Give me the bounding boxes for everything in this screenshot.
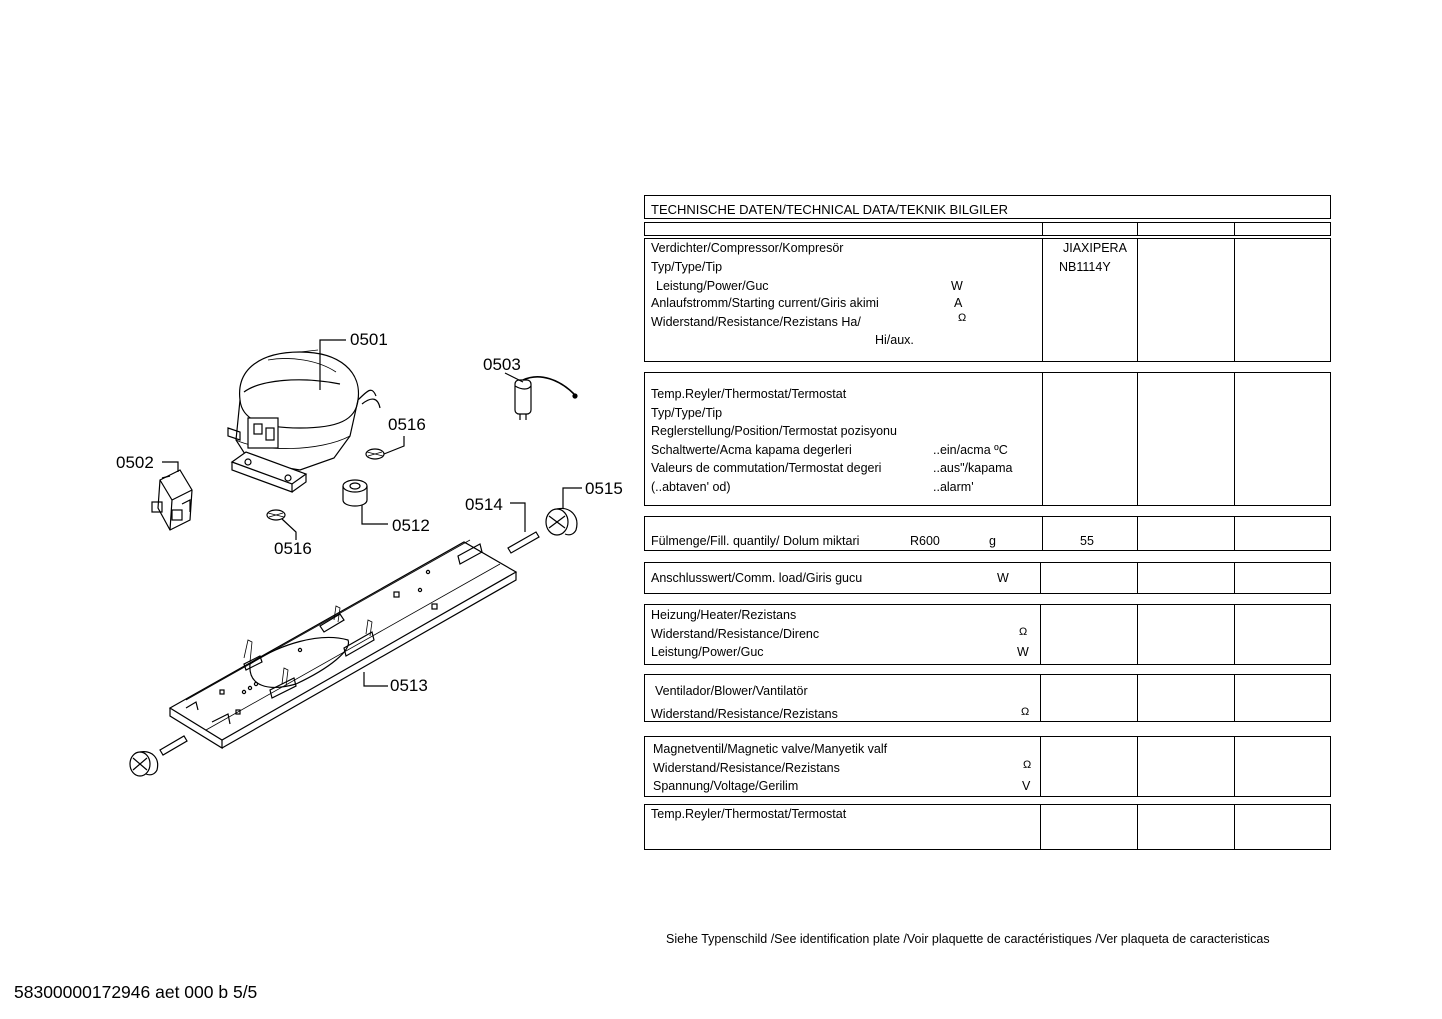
valve-voltage-label: Spannung/Voltage/Gerilim (653, 779, 799, 793)
thermostat2-section (644, 804, 1331, 850)
grommet-bottom-drawing (267, 510, 285, 520)
grommet-top-drawing (366, 449, 384, 459)
comm-load-unit: W (997, 571, 1009, 585)
part-label-0502: 0502 (116, 453, 154, 472)
leader-0516-top (384, 436, 404, 454)
part-label-0501: 0501 (350, 330, 388, 349)
thermostat-switch-label: Schaltwerte/Acma kapama degerleri (651, 443, 852, 457)
heater-label: Heizung/Heater/Rezistans (651, 608, 797, 622)
magnetic-valve-section (644, 736, 1331, 797)
thermostat-on-unit: ..ein/acma ºC (933, 443, 1008, 457)
leader-0503 (505, 373, 523, 382)
compressor-resistance-unit: Ω (958, 312, 967, 324)
valve-resistance-unit: Ω (1023, 759, 1032, 771)
leader-0514 (510, 503, 525, 532)
exploded-parts-drawing (0, 0, 640, 800)
part-label-0513: 0513 (390, 676, 428, 695)
thermostat-alarm-unit: ..alarm' (933, 480, 974, 494)
blower-resistance-label: Widerstand/Resistance/Rezistans (651, 707, 838, 721)
blower-section (644, 674, 1331, 722)
fill-quantity-label: Fülmenge/Fill. quantily/ Dolum miktari (651, 534, 860, 548)
rubber-grommet-drawing (343, 480, 367, 506)
document-id: 58300000172946 aet 000 b 5/5 (14, 982, 258, 1002)
pin-bottom-drawing (160, 736, 187, 755)
leader-0515 (563, 488, 582, 509)
table-title-row (644, 195, 1331, 219)
thermostat-defrost-label: (..abtaven' od) (651, 480, 731, 494)
fill-quantity-value: 55 (1080, 534, 1094, 548)
table-header-row (644, 222, 1331, 236)
leader-0502 (162, 462, 178, 472)
blower-resistance-unit: Ω (1021, 706, 1030, 718)
relay-drawing (152, 470, 192, 530)
part-label-0503: 0503 (483, 355, 521, 374)
valve-voltage-unit: V (1022, 779, 1031, 793)
mounting-rail-drawing (170, 540, 516, 748)
table-title: TECHNISCHE DATEN/TECHNICAL DATA/TEKNIK BILGILER (651, 202, 1009, 217)
heater-section (644, 604, 1331, 665)
capacitor-drawing (515, 377, 577, 420)
foot-top-drawing (546, 508, 577, 535)
identification-plate-note: Siehe Typenschild /See identification plate /Voir plaquette de caractéristiques /Ver plaqueta de caracteristicas (666, 932, 1270, 946)
compressor-power-label: Leistung/Power/Guc (656, 279, 769, 293)
heater-resistance-unit: Ω (1019, 626, 1028, 638)
thermostat-label: Temp.Reyler/Thermostat/Termostat (651, 387, 847, 401)
part-label-0516-bottom: 0516 (274, 539, 312, 558)
comm-load-section (644, 562, 1331, 594)
refrigerant-type: R600 (910, 534, 940, 548)
thermostat-type-label: Typ/Type/Tip (651, 406, 723, 420)
compressor-power-unit: W (951, 279, 963, 293)
compressor-current-unit: A (954, 296, 963, 310)
compressor-drawing (228, 350, 380, 492)
thermostat2-label: Temp.Reyler/Thermostat/Termostat (651, 807, 847, 821)
leader-0512 (362, 505, 388, 524)
heater-power-label: Leistung/Power/Guc (651, 645, 764, 659)
part-label-0515: 0515 (585, 479, 623, 498)
compressor-resistance-label: Widerstand/Resistance/Rezistans Ha/ (651, 315, 861, 329)
part-label-0514: 0514 (465, 495, 503, 514)
thermostat-off-unit: ..aus"/kapama (933, 461, 1013, 475)
compressor-aux-label: Hi/aux. (875, 333, 914, 347)
comm-load-label: Anschlusswert/Comm. load/Giris gucu (651, 571, 863, 585)
thermostat-section (644, 372, 1331, 506)
valve-label: Magnetventil/Magnetic valve/Manyetik valf (653, 742, 888, 756)
thermostat-values-label: Valeurs de commutation/Termostat degeri (651, 461, 882, 475)
leader-0513 (364, 672, 388, 686)
fill-quantity-unit: g (989, 534, 996, 548)
fill-quantity-section (644, 516, 1331, 551)
heater-power-unit: W (1017, 645, 1029, 659)
compressor-maker-value: JIAXIPERA (1063, 241, 1127, 255)
thermostat-position-label: Reglerstellung/Position/Termostat pozisyonu (651, 424, 897, 438)
compressor-section (644, 238, 1331, 362)
compressor-type-label: Typ/Type/Tip (651, 260, 723, 274)
compressor-type-value: NB1114Y (1059, 260, 1111, 274)
valve-resistance-label: Widerstand/Resistance/Rezistans (653, 761, 840, 775)
compressor-current-label: Anlaufstromm/Starting current/Giris akimi (651, 296, 879, 310)
part-label-0516-top: 0516 (388, 415, 426, 434)
leader-0516-bottom (282, 519, 296, 540)
blower-label: Ventilador/Blower/Vantilatör (655, 684, 808, 698)
part-label-0512: 0512 (392, 516, 430, 535)
compressor-label: Verdichter/Compressor/Kompresör (651, 241, 844, 255)
pin-drawing (508, 532, 539, 553)
foot-bottom-drawing (130, 752, 158, 776)
heater-resistance-label: Widerstand/Resistance/Direnc (651, 627, 820, 641)
